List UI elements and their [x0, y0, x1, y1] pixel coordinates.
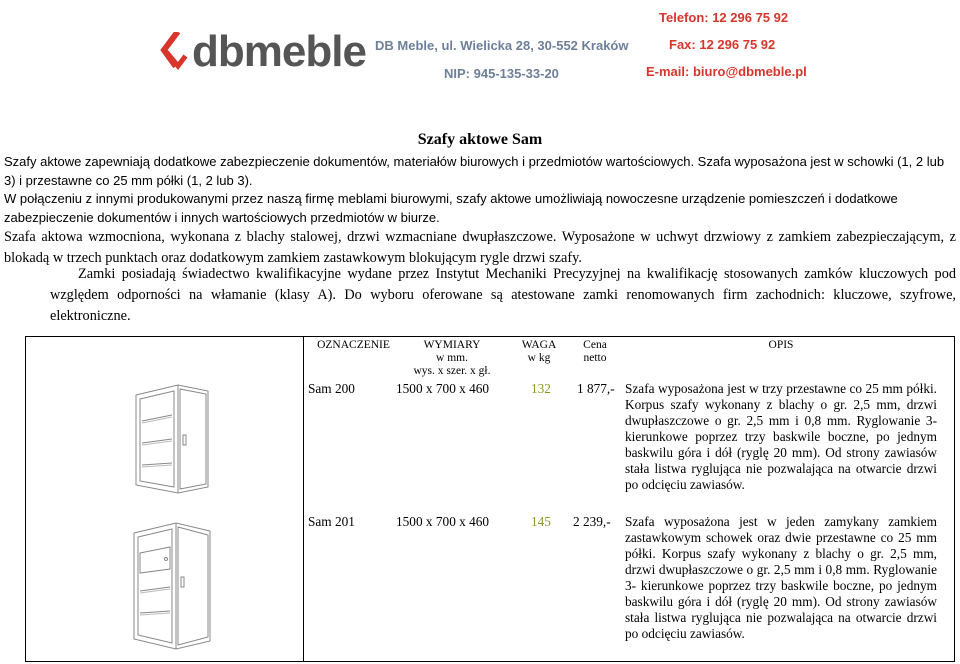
- header-dimensions-line3: wys. x szer. x gł.: [413, 365, 491, 377]
- header-description: [625, 339, 937, 352]
- cabinet-sam200-icon: [126, 383, 218, 495]
- header-weight-line1: WAGA: [521, 339, 557, 351]
- row-code: Sam 201: [308, 514, 355, 529]
- company-nip: NIP: 945-135-33-20: [444, 66, 559, 81]
- header-weight-line2: w kg: [527, 352, 551, 364]
- header-dimensions-line1: WYMIARY: [423, 339, 481, 351]
- row-description: Szafa wyposażona jest w jeden zamykany zamkiem zastawkowym schowek oraz dwie przestawne co 25 mm półki. Korpus szafy wykonany z blachy o gr. 2,5 mm, drzwi dwupłaszczowe o gr. 2,5 mm i 0,8 mm. Ryglowanie 3- kierunkowe poprzez trzy baskwile boczne, po jednym baskwilu góra i dół (ryglę 20 mm). Od strony zawiasów stała listwa ryglująca nie pozwalająca na otwarcie drzwi po odcięciu zawiasów.: [625, 514, 937, 641]
- header-price-line2: netto: [583, 352, 607, 364]
- company-logo: [160, 27, 366, 76]
- intro-paragraph-3: Szafa aktowa wzmocniona, wykonana z blachy stalowej, drzwi wzmacniane dwupłaszczowe. Wyposażone w uchwyt drzwiowy z zamkiem zabezpieczającym, z blokadą w trzech punktach oraz dodatkowym zamkiem zastawkowym blokującym rygle drzwi szafy.: [4, 229, 956, 266]
- row-weight: 132: [531, 381, 551, 396]
- header-description-label: OPIS: [768, 339, 794, 351]
- contact-email[interactable]: E-mail: biuro@dbmeble.pl: [646, 64, 807, 79]
- header-weight: [512, 339, 566, 365]
- row-price: 1 877,-: [577, 381, 615, 396]
- row-price: 2 239,-: [573, 514, 611, 529]
- header-price-line1: Cena: [583, 339, 607, 351]
- header-price: [570, 339, 620, 365]
- header-dimensions-line2: w mm.: [436, 352, 468, 364]
- row-dimensions: 1500 x 700 x 460: [396, 514, 490, 529]
- row-description: Szafa wyposażona jest w trzy przestawne co 25 mm półki. Korpus szafy wykonany z blachy o gr. 2,5 mm, drzwi dwupłaszczowe o gr. 2,5 mm i 0,8 mm. Ryglowanie 3- kierunkowe poprzez trzy baskwile boczne, po jednym baskwilu góra i dół (ryglę 20 mm). Od strony zawiasów stała listwa ryglująca nie pozwalająca na otwarcie drzwi po odcięciu zawiasów.: [625, 381, 937, 492]
- cabinet-sam201-icon: [126, 521, 218, 651]
- product-table: [25, 336, 955, 662]
- page-title: Szafy aktowe Sam: [417, 131, 543, 148]
- row-dimensions: 1500 x 700 x 460: [396, 381, 490, 396]
- db-logo-icon: [160, 32, 188, 72]
- company-address: DB Meble, ul. Wielicka 28, 30-552 Kraków: [375, 38, 629, 53]
- brand-name: dbmeble: [192, 27, 366, 76]
- contact-phone: Telefon: 12 296 75 92: [659, 10, 789, 25]
- intro-paragraph-2: W połączeniu z innymi produkowanymi przez naszą firmę meblami biurowymi, szafy aktowe umożliwiają nowoczesne urządzenie pomieszczeń i dodatkowe zabezpieczenie dokumentów i innych wartościowych przedmiotów w biurze.: [4, 191, 898, 225]
- row-code: Sam 200: [308, 381, 355, 396]
- header-code-label: OZNACZENIE: [317, 339, 390, 351]
- header-dimensions: [404, 339, 500, 378]
- intro-paragraph-1: Szafy aktowe zapewniają dodatkowe zabezpieczenie dokumentów, materiałów biurowych i przedmiotów wartościowych. Szafa wyposażona jest w schowki (1, 2 lub 3) i przestawne co 25 mm półki (1, 2 lub 3).: [4, 154, 945, 188]
- product-images-column: [26, 337, 304, 661]
- row-weight: 145: [531, 514, 551, 529]
- header-code: [306, 339, 401, 352]
- contact-fax: Fax: 12 296 75 92: [669, 37, 776, 52]
- intro-paragraph-4: Zamki posiadają świadectwo kwalifikacyjne wydane przez Instytut Mechaniki Precyzyjnej na kwalifikację stosowanych zamków kluczowych pod względem odporności na włamanie (klasy A). Do wyboru oferowane są atestowane zamki renomowanych firm zachodnich: kluczowe, szyfrowe, elektroniczne.: [50, 266, 956, 324]
- page-header: [0, 0, 960, 100]
